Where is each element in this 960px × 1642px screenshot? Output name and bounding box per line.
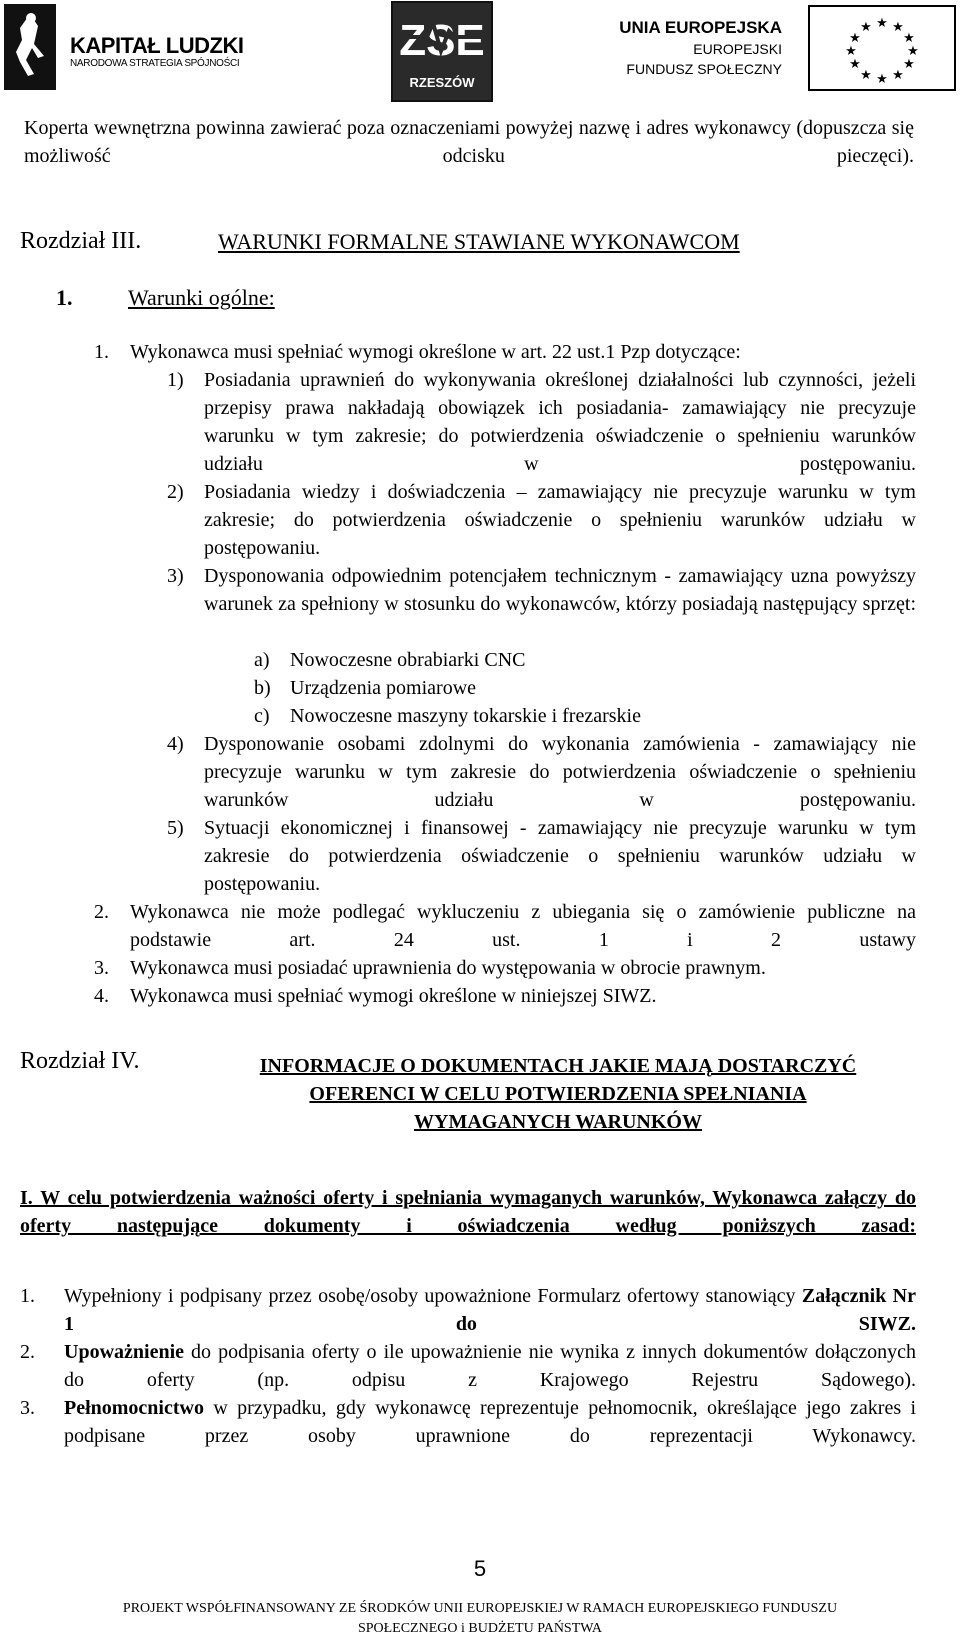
eu-subtitle-2: FUNDUSZ SPOŁECZNY <box>626 61 782 77</box>
svg-text:ZSE: ZSE <box>399 16 485 65</box>
document-2-number: 2. <box>20 1341 35 1363</box>
kapital-ludzki-subtitle: NARODOWA STRATEGIA SPÓJNOŚCI <box>70 58 240 69</box>
zse-logo <box>391 1 493 102</box>
kapital-ludzki-emblem <box>4 4 56 90</box>
svg-text:★: ★ <box>849 56 861 71</box>
svg-text:★: ★ <box>860 67 872 82</box>
documents-section-heading: I. W celu potwierdzenia ważności oferty i spełniania wymaganych warunków, Wykonawca załączy do oferty następujące dokumenty i oświadczenia według poniższych zasad: <box>20 1187 916 1237</box>
kapital-ludzki-title: KAPITAŁ LUDZKI <box>70 33 244 58</box>
intro-paragraph: Koperta wewnętrzna powinna zawierać poza oznaczeniami powyżej nazwę i adres wykonawcy (dopuszcza się możliwość odcisku pieczęci). <box>24 117 914 167</box>
eu-subtitle-1: EUROPEJSKI <box>693 41 782 57</box>
sub-condition-5-text: Sytuacji ekonomicznej i finansowej - zamawiający nie precyzuje warunku w tym zakresie do potwierdzenia oświadczenie o spełnieniu warunków udziału w postępowaniu. <box>204 817 916 895</box>
chapter-3-title: WARUNKI FORMALNE STAWIANE WYKONAWCOM <box>218 229 740 254</box>
condition-4-number: 4. <box>94 985 109 1007</box>
eu-flag-icon <box>808 5 956 91</box>
kapital-ludzki-logo <box>4 4 264 92</box>
eu-logo <box>619 4 956 94</box>
svg-text:★: ★ <box>849 30 861 45</box>
equipment-b-text: Urządzenia pomiarowe <box>290 677 477 699</box>
svg-text:★: ★ <box>860 19 872 34</box>
svg-text:★: ★ <box>903 56 915 71</box>
condition-1-number: 1. <box>94 341 109 363</box>
document-2-title: Upoważnienie <box>64 1341 184 1363</box>
eu-title: UNIA EUROPEJSKA <box>619 18 782 37</box>
document-1-description: Wypełniony i podpisany przez osobę/osoby upoważnione Formularz ofertowy stanowiący <box>64 1285 796 1307</box>
chapter-4-title-line-3: WYMAGANYCH WARUNKÓW <box>414 1111 702 1133</box>
sub-condition-5-number: 5) <box>167 817 184 839</box>
condition-3-number: 3. <box>94 957 109 979</box>
sub-condition-2-text: Posiadania wiedzy i doświadczenia – zamawiający nie precyzuje warunku w tym zakresie; do potwierdzenia oświadczenie o spełnieniu warunków udziału w postępowaniu. <box>204 481 916 559</box>
footer-line-2: SPOŁECZNEGO i BUDŻETU PAŃSTWA <box>357 1621 603 1636</box>
equipment-c-text: Nowoczesne maszyny tokarskie i frezarskie <box>290 705 641 727</box>
equipment-b-marker: b) <box>254 677 271 699</box>
chapter-4-label: Rozdział IV. <box>20 1048 140 1074</box>
subsection-number: 1. <box>56 285 73 310</box>
equipment-a-marker: a) <box>254 649 270 671</box>
page-number: 5 <box>473 1556 487 1581</box>
sub-condition-1-number: 1) <box>167 369 184 391</box>
document-3-title: Pełnomocnictwo <box>64 1397 204 1419</box>
sub-condition-1-text: Posiadania uprawnień do wykonywania określonej działalności lub czynności, jeżeli przepisy prawa nakładają obowiązek ich posiadania- zamawiający nie precyzuje warunku w tym zakresie; do potwierdzenia oświadczenie o spełnieniu warunków udziału w postępowaniu. <box>204 369 916 475</box>
footer-line-1: PROJEKT WSPÓŁFINANSOWANY ZE ŚRODKÓW UNII EUROPEJSKIEJ W RAMACH EUROPEJSKIEGO FUNDUSZU <box>122 1601 838 1616</box>
sub-condition-4-text: Dysponowanie osobami zdolnymi do wykonania zamówienia - zamawiający nie precyzuje warunku w tym zakresie do potwierdzenia oświadczenie o spełnieniu warunków udziału w postępowaniu. <box>204 733 916 811</box>
svg-text:★: ★ <box>876 71 888 86</box>
sub-condition-3-number: 3) <box>167 565 184 587</box>
condition-1-text: Wykonawca musi spełniać wymogi określone w art. 22 ust.1 Pzp dotyczące: <box>130 341 741 363</box>
svg-text:★: ★ <box>845 43 857 58</box>
document-2-description: do podpisania oferty o ile upoważnienie nie wynika z innych dokumentów dołączonych do oferty (np. odpisu z Krajowego Rejestru Sądowego). <box>64 1341 917 1391</box>
sub-condition-4-number: 4) <box>167 733 184 755</box>
subsection-title: Warunki ogólne: <box>128 285 275 310</box>
equipment-c-marker: c) <box>254 705 270 727</box>
zse-city: RZESZÓW <box>409 75 475 90</box>
sub-condition-3-text: Dysponowania odpowiednim potencjałem technicznym - zamawiający uzna powyższy warunek za spełniony w stosunku do wykonawców, którzy posiadają następujący sprzęt: <box>204 565 916 615</box>
condition-2-number: 2. <box>94 901 109 923</box>
zse-emblem <box>393 3 491 73</box>
svg-text:★: ★ <box>892 19 904 34</box>
document-1-number: 1. <box>20 1285 35 1307</box>
sub-condition-2-number: 2) <box>167 481 184 503</box>
equipment-a-text: Nowoczesne obrabiarki CNC <box>290 649 526 671</box>
chapter-4-title-line-2: OFERENCI W CELU POTWIERDZENIA SPEŁNIANIA <box>309 1083 807 1105</box>
svg-text:★: ★ <box>907 43 919 58</box>
document-3-text <box>64 1394 916 1478</box>
condition-3-text: Wykonawca musi posiadać uprawnienia do występowania w obrocie prawnym. <box>130 957 766 979</box>
svg-text:★: ★ <box>892 67 904 82</box>
svg-text:★: ★ <box>876 15 888 30</box>
chapter-3-label: Rozdział III. <box>20 228 142 254</box>
chapter-4-title-line-1: INFORMACJE O DOKUMENTACH JAKIE MAJĄ DOSTARCZYĆ <box>259 1055 857 1077</box>
condition-2-text: Wykonawca nie może podlegać wykluczeniu z ubiegania się o zamówienie publiczne na podstawie art. 24 ust. 1 i 2 ustawy <box>130 901 916 951</box>
svg-text:★: ★ <box>903 30 915 45</box>
document-1-attachment: Załącznik Nr 1 do SIWZ. <box>64 1285 917 1335</box>
condition-4-text: Wykonawca musi spełniać wymogi określone w niniejszej SIWZ. <box>130 985 657 1007</box>
document-3-number: 3. <box>20 1397 35 1419</box>
document-3-description: w przypadku, gdy wykonawcę reprezentuje pełnomocnik, określające jego zakres i podpisane przez osoby uprawnione do reprezentacji Wykonawcy. <box>64 1397 917 1447</box>
